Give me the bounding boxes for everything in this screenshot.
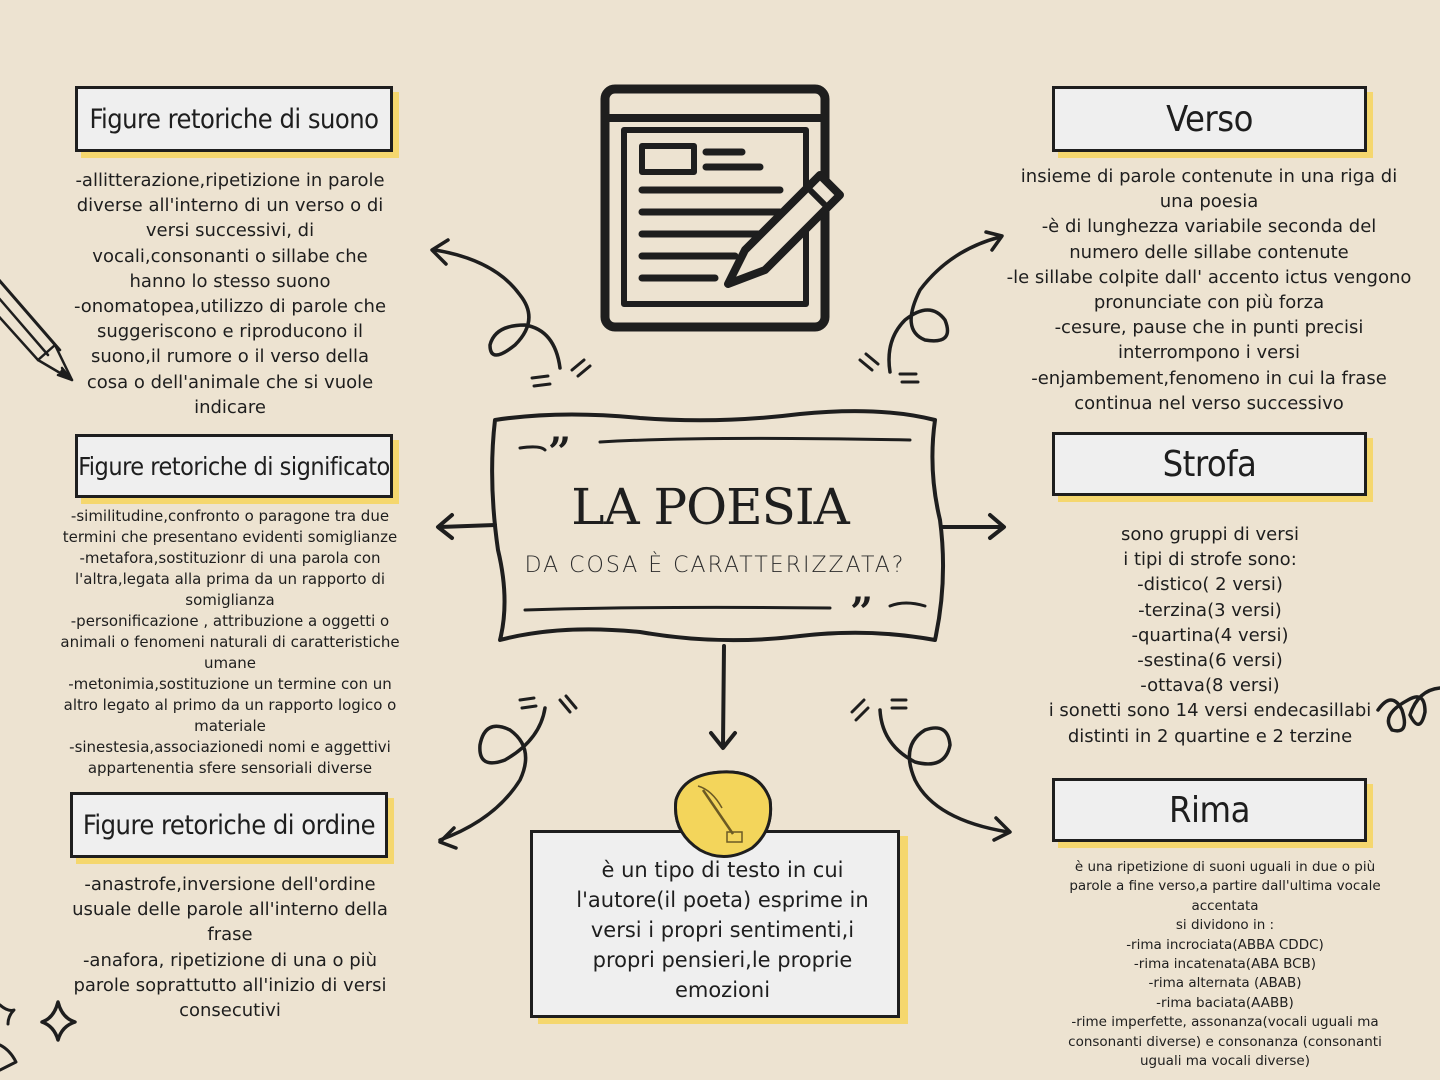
title-figure-suono: Figure retoriche di suono <box>75 86 393 152</box>
text-figure-suono: -allitterazione,ripetizione in parole diverse all'interno di un verso o di versi successivi, di vocali,consonanti o sillabe che hanno lo stesso suono -onomatopea,utilizzo di parole che suggeriscono e riproducono il suono,il rumore o il verso della cosa o dell'animale che si vuole indicare <box>73 170 387 418</box>
text-figure-significato: -similitudine,confronto o paragone tra due termini che presentano evidenti somiglianze -metafora,sostituzionr di una parola con l'altra,legata alla prima da un rapporto di somiglianza -personificazione , attribuzione a oggetti o animali o fenomeni naturali di caratteristiche umane -metonimia,sostituzione un termine con un altro legato al primo da un rapporto logico o materiale -sinestesia,associazionedi nomi e aggettivi appartenentia sfere sensoriali diverse <box>60 507 400 777</box>
svg-text:”: ” <box>548 429 572 476</box>
title-rima: Rima <box>1052 778 1367 842</box>
title-figure-ordine: Figure retoriche di ordine <box>70 792 388 858</box>
svg-text:”: ” <box>850 589 874 636</box>
title-verso: Verso <box>1052 86 1367 152</box>
text-strofa: sono gruppi di versi i tipi di strofe sono: -distico( 2 versi) -terzina(3 versi) -quartina(4 versi) -sestina(6 versi) -ottava(8 versi) i sonetti sono 14 versi endecasillabi distinti in 2 quartine e 2 terzine <box>1048 524 1372 747</box>
center-title: LA POESIA <box>571 478 849 536</box>
document-pencil-icon <box>605 89 840 327</box>
definition-text: è un tipo di testo in cui l'autore(il poeta) esprime in versi i propri sentimenti,i propri pensieri,le proprie emozioni <box>576 858 869 1002</box>
center-subtitle: DA COSA È CARATTERIZZATA? <box>524 553 906 578</box>
text-rima: è una ripetizione di suoni uguali in due o più parole a fine verso,a partire dall'ultima vocale accentata si dividono in : -rima incrociata(ABBA CDDC) -rima incatenata(ABA BCB) -rima alternata (ABAB) -rima baciata(AABB) -rime imperfette, assonanza(vocali uguali ma consonanti diverse) e consonanza (consonanti uguali ma vocali diverse) <box>1068 859 1382 1070</box>
title-figure-significato: Figure retoriche di significato <box>75 434 393 498</box>
text-figure-ordine: -anastrofe,inversione dell'ordine usuale delle parole all'interno della frase -anafora, ripetizione di una o più parole soprattutto all'inizio di versi consecutivi <box>72 874 388 1022</box>
title-strofa: Strofa <box>1052 432 1367 496</box>
text-verso: insieme di parole contenute in una riga di una poesia -è di lunghezza variabile seconda del numero delle sillabe contenute -le sillabe colpite dall' accento ictus vengono pronunciate con più forza -cesure, pause che in punti precisi interrompono i versi -enjambement,fenomeno in cui la frase continua nel verso successivo <box>1006 166 1412 414</box>
